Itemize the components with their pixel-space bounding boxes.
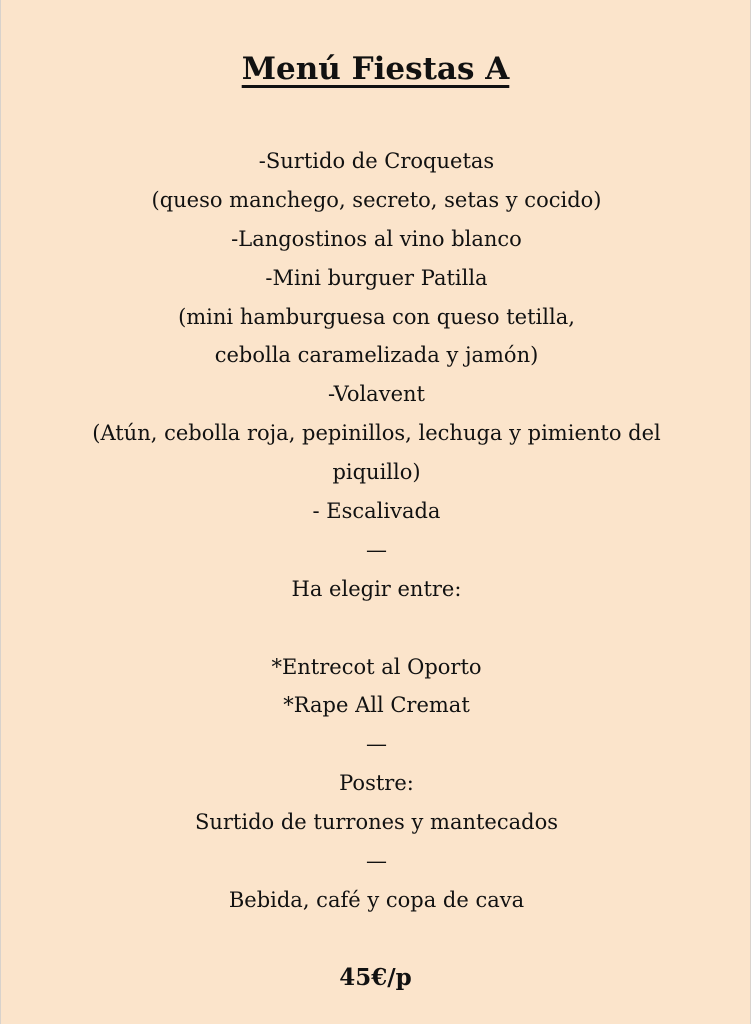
menu-title: Menú Fiestas A <box>241 51 510 87</box>
menu-line: -Volavent <box>328 382 425 407</box>
menu-line: cebolla caramelizada y jamón) <box>214 343 539 368</box>
section-divider: — <box>366 849 387 874</box>
menu-line: -Surtido de Croquetas <box>258 149 495 173</box>
menu-line: piquillo) <box>332 460 421 485</box>
menu-line: (queso manchego, secreto, setas y cocido) <box>151 187 602 212</box>
menu-line: (mini hamburguesa con queso tetilla, <box>178 304 575 329</box>
menu-line: *Rape All Cremat <box>283 693 470 718</box>
menu-line: -Mini burguer Patilla <box>265 265 488 290</box>
menu-price: 45€/p <box>339 964 412 991</box>
menu-line: Postre: <box>339 771 414 796</box>
menu-line: Surtido de turrones y mantecados <box>194 810 558 835</box>
section-divider: — <box>366 537 387 562</box>
menu-body <box>41 142 712 920</box>
menu-line: *Entrecot al Oporto <box>271 654 482 679</box>
menu-line: Ha elegir entre: <box>291 576 462 601</box>
menu-line: -Langostinos al vino blanco <box>231 226 522 251</box>
blank-line <box>41 609 712 648</box>
menu-line: Bebida, café y copa de cava <box>228 887 525 912</box>
menu-line: - Escalivada <box>312 499 441 524</box>
section-divider: — <box>366 732 387 757</box>
menu-line: (Atún, cebolla roja, pepinillos, lechuga y pimiento del <box>92 421 661 446</box>
